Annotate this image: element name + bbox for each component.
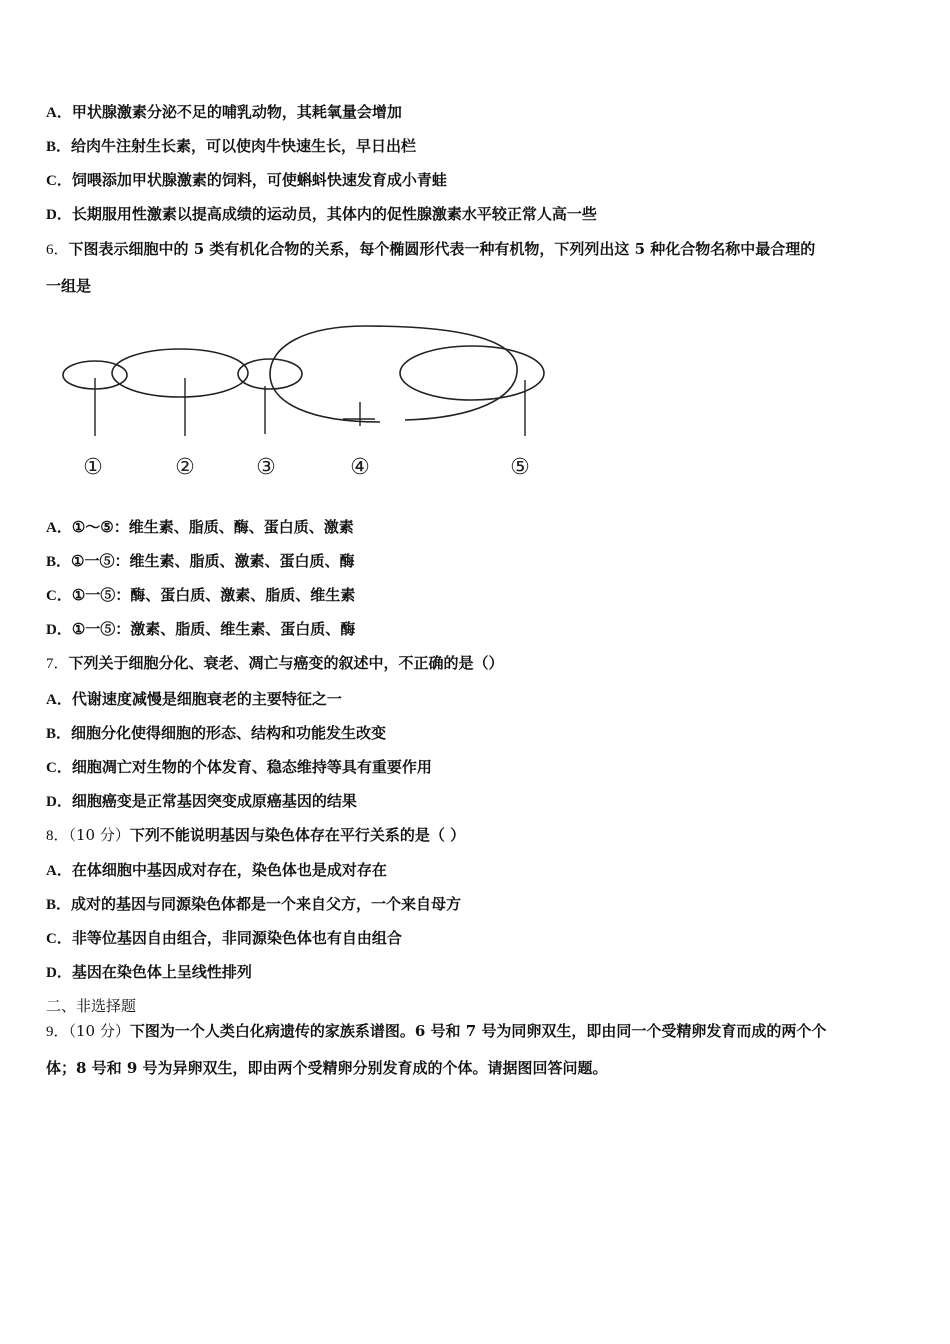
section-heading: 二、非选择题 [46, 997, 137, 1015]
q7-option-d: D．细胞癌变是正常基因突变成原癌基因的结果 [46, 792, 357, 810]
question-6-stem-cont: 一组是 [46, 277, 92, 295]
question-9-stem-cont: 体；8 号和 9 号为异卵双生，即由两个受精卵分别发育成的个体。请据图回答问题。 [46, 1059, 608, 1077]
label-5: ⑤ [510, 455, 530, 480]
q8-option-a: A．在体细胞中基因成对存在，染色体也是成对存在 [46, 861, 387, 879]
question-7-stem: 7．下列关于细胞分化、衰老、凋亡与癌变的叙述中，不正确的是（） [46, 654, 504, 672]
ellipse-2 [112, 349, 248, 397]
ellipse-4 [270, 326, 517, 422]
label-1: ① [83, 455, 103, 480]
q7-option-a: A．代谢速度减慢是细胞衰老的主要特征之一 [46, 690, 342, 708]
question-6-stem: 6．下图表示细胞中的 5 类有机化合物的关系，每个椭圆形代表一种有机物，下列列出这 5 种化合物名称中最合理的 [46, 240, 816, 258]
label-2: ② [175, 455, 195, 480]
prev-option-c: C．饲喂添加甲状腺激素的饲料，可使蝌蚪快速发育成小青蛙 [46, 171, 447, 189]
q6-option-a: A．①～⑤：维生素、脂质、酶、蛋白质、激素 [46, 518, 354, 536]
compound-venn-diagram [55, 318, 555, 488]
label-4: ④ [350, 455, 370, 480]
ellipse-5 [400, 346, 544, 400]
q6-option-c: C．①一⑤：酶、蛋白质、激素、脂质、维生素 [46, 586, 356, 604]
prev-option-d: D．长期服用性激素以提高成绩的运动员，其体内的促性腺激素水平较正常人高一些 [46, 205, 597, 223]
q8-option-b: B．成对的基因与同源染色体都是一个来自父方，一个来自母方 [46, 895, 462, 913]
prev-option-b: B．给肉牛注射生长素，可以使肉牛快速生长，早日出栏 [46, 137, 417, 155]
q8-option-c: C．非等位基因自由组合，非同源染色体也有自由组合 [46, 929, 402, 947]
question-8-stem: 8．（10 分）下列不能说明基因与染色体存在平行关系的是（ ） [46, 826, 466, 844]
q8-option-d: D．基因在染色体上呈线性排列 [46, 963, 252, 981]
question-9-stem: 9．（10 分）下图为一个人类白化病遗传的家族系谱图。6 号和 7 号为同卵双生，即由同一个受精卵发育而成的两个个 [46, 1022, 827, 1040]
q7-option-c: C．细胞凋亡对生物的个体发育、稳态维持等具有重要作用 [46, 758, 432, 776]
label-3: ③ [256, 455, 276, 480]
prev-option-a: A．甲状腺激素分泌不足的哺乳动物，其耗氧量会增加 [46, 103, 402, 121]
q7-option-b: B．细胞分化使得细胞的形态、结构和功能发生改变 [46, 724, 387, 742]
q6-option-d: D．①一⑤：激素、脂质、维生素、蛋白质、酶 [46, 620, 356, 638]
q6-option-b: B．①一⑤：维生素、脂质、激素、蛋白质、酶 [46, 552, 355, 570]
